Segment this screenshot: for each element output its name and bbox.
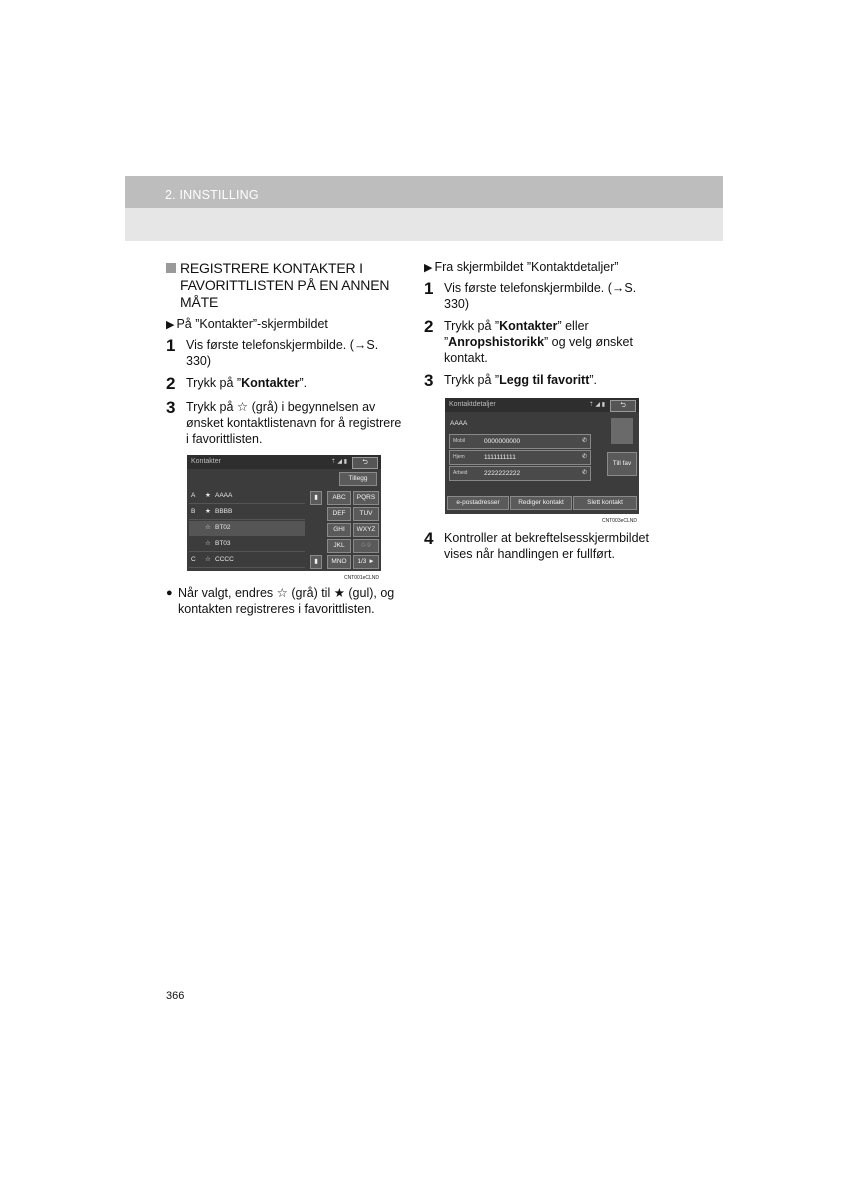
add-favorite-button[interactable]: Till fav (607, 452, 637, 476)
key-digits[interactable]: 0-9 (353, 539, 379, 553)
section-heading: REGISTRERE KONTAKTER I FAVORITTLISTEN PÅ EN ANNEN MÅTE (166, 260, 406, 311)
add-button[interactable]: Tillegg (339, 472, 377, 486)
key-def[interactable]: DEF (327, 507, 351, 521)
contact-row[interactable]: C ☆ CCCC (189, 553, 305, 568)
chapter-header-bar (125, 176, 723, 208)
phone-icon: ✆ (581, 470, 587, 476)
email-addresses-button[interactable]: e-postadresser (447, 496, 509, 510)
right-step-4: 4 Kontroller at bekreftelsesskjermbildet vises når handlingen er fullført. (424, 529, 649, 561)
delete-contact-button[interactable]: Slett kontakt (573, 496, 637, 510)
back-button[interactable]: ⮌ (352, 457, 378, 469)
right-step-3: 3 Trykk på ”Legg til favoritt”. (424, 371, 598, 390)
right-subheading: ▶ Fra skjermbildet ”Kontaktdetaljer” (424, 260, 619, 274)
key-wxyz[interactable]: WXYZ (353, 523, 379, 537)
contacts-screenshot (187, 455, 381, 581)
left-step-2: 2 Trykk på ”Kontakter”. (166, 374, 308, 393)
chapter-title: 2. INNSTILLING (165, 188, 259, 202)
figure-code: CNT001eCLND (343, 575, 379, 581)
left-step-3: 3 Trykk på ☆ (grå) i begynnelsen av ønsket kontaktlistenavn for å registrere i favorittlisten. (166, 398, 402, 446)
bullet-note: ● Når valgt, endres ☆ (grå) til ★ (gul), og kontakten registreres i favorittlisten. (166, 586, 395, 616)
phone-icon: ✆ (581, 454, 587, 460)
right-column (424, 260, 664, 568)
star-filled-icon: ★ (205, 492, 211, 499)
contact-row[interactable]: B ★ BBBB (189, 505, 305, 520)
avatar (611, 418, 633, 444)
chapter-header (125, 176, 723, 241)
page-number: 366 (166, 990, 185, 1002)
contact-name: AAAA (450, 420, 468, 427)
phone-icon: ✆ (581, 438, 587, 444)
signal-battery-icon: ⇡ ◢ ▮ (588, 402, 605, 408)
signal-battery-icon: ⇡ ◢ ▮ (330, 459, 347, 465)
scroll-down-button[interactable]: ▮ (310, 555, 322, 569)
phone-row-work[interactable]: Arbeid 2222222222 ✆ (449, 466, 591, 481)
screen-status-bar: Kontaktdetaljer ⇡ ◢ ▮ ⮌ (445, 398, 639, 412)
left-column (166, 260, 406, 617)
left-subheading: ▶ På ”Kontakter”-skjermbildet (166, 317, 328, 331)
star-outline-icon: ☆ (205, 556, 211, 563)
square-bullet-icon (166, 263, 176, 273)
triangle-right-icon: ▶ (166, 319, 175, 331)
right-step-1: 1 Vis første telefonskjermbilde. (→S. 330) (424, 279, 637, 311)
back-button[interactable]: ⮌ (610, 400, 636, 412)
phone-row-home[interactable]: Hjem 1111111111 ✆ (449, 450, 591, 465)
left-step-1: 1 Vis første telefonskjermbilde. (→S. 330) (166, 336, 379, 368)
edit-contact-button[interactable]: Rediger kontakt (510, 496, 572, 510)
bullet-icon: ● (166, 587, 173, 599)
key-jkl[interactable]: JKL (327, 539, 351, 553)
page-next-button[interactable]: 1/3 ► (353, 555, 379, 569)
key-pqrs[interactable]: PQRS (353, 491, 379, 505)
contact-details-screenshot (445, 398, 639, 524)
key-ghi[interactable]: GHI (327, 523, 351, 537)
star-outline-icon: ☆ (205, 540, 211, 547)
contact-row[interactable]: ☆ BT02 (189, 521, 305, 536)
contact-row[interactable]: ☆ BT03 (189, 537, 305, 552)
key-tuv[interactable]: TUV (353, 507, 379, 521)
screen-status-bar: Kontakter ⇡ ◢ ▮ ⮌ (187, 455, 381, 469)
key-abc[interactable]: ABC (327, 491, 351, 505)
key-mno[interactable]: MNO (327, 555, 351, 569)
right-step-2: 2 Trykk på ”Kontakter” eller ”Anropshistorikk” og velg ønsket kontakt. (424, 317, 633, 365)
star-filled-icon: ★ (205, 508, 211, 515)
figure-code: CNT003eCLND (601, 518, 637, 524)
phone-row-mobile[interactable]: Mobil 0000000000 ✆ (449, 434, 591, 449)
triangle-right-icon: ▶ (424, 262, 433, 274)
star-outline-icon: ☆ (205, 524, 211, 531)
contact-row[interactable]: A ★ AAAA (189, 489, 305, 504)
scroll-up-button[interactable]: ▮ (310, 491, 322, 505)
